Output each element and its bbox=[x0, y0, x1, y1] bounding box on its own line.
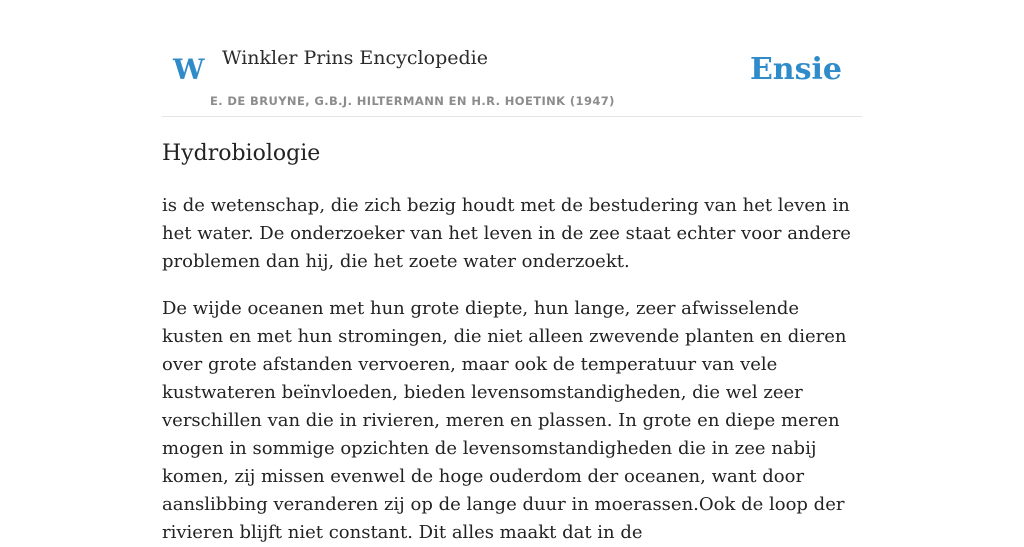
source-authors: E. DE BRUYNE, G.B.J. HILTERMANN EN H.R. HOETINK (1947) bbox=[210, 94, 615, 108]
winkler-prins-logo[interactable]: W bbox=[173, 53, 205, 86]
article bbox=[162, 136, 862, 547]
article-paragraph: is de wetenschap, die zich bezig houdt met de bestudering van het leven in het water. De onderzoeker van het leven in de zee staat echter voor andere problemen dan hij, die het zoete water onderzoekt. bbox=[162, 195, 851, 272]
ensie-logo[interactable]: Ensie bbox=[749, 52, 842, 87]
source-title[interactable]: Winkler Prins Encyclopedie bbox=[222, 47, 488, 69]
source-header bbox=[162, 0, 862, 117]
article-title: Hydrobiologie bbox=[162, 141, 321, 166]
article-paragraph: De wijde oceanen met hun grote diepte, hun lange, zeer afwisselende kusten en met hun stromingen, die niet alleen zwevende planten en dieren over grote afstanden vervoeren, maar ook de temperatuur van vele kustwateren beïnvloeden, bieden levensomstandigheden, die wel zeer verschillen van die in rivieren, meren en plassen. In grote en diepe meren mogen in sommige opzichten de levensomstandigheden die in zee nabij komen, zij missen evenwel de hoge ouderdom der oceanen, want door aanslibbing veranderen zij op de lange duur in moerassen.Ook de loop der rivieren blijft niet constant. Dit alles maakt dat in de bbox=[162, 298, 847, 543]
